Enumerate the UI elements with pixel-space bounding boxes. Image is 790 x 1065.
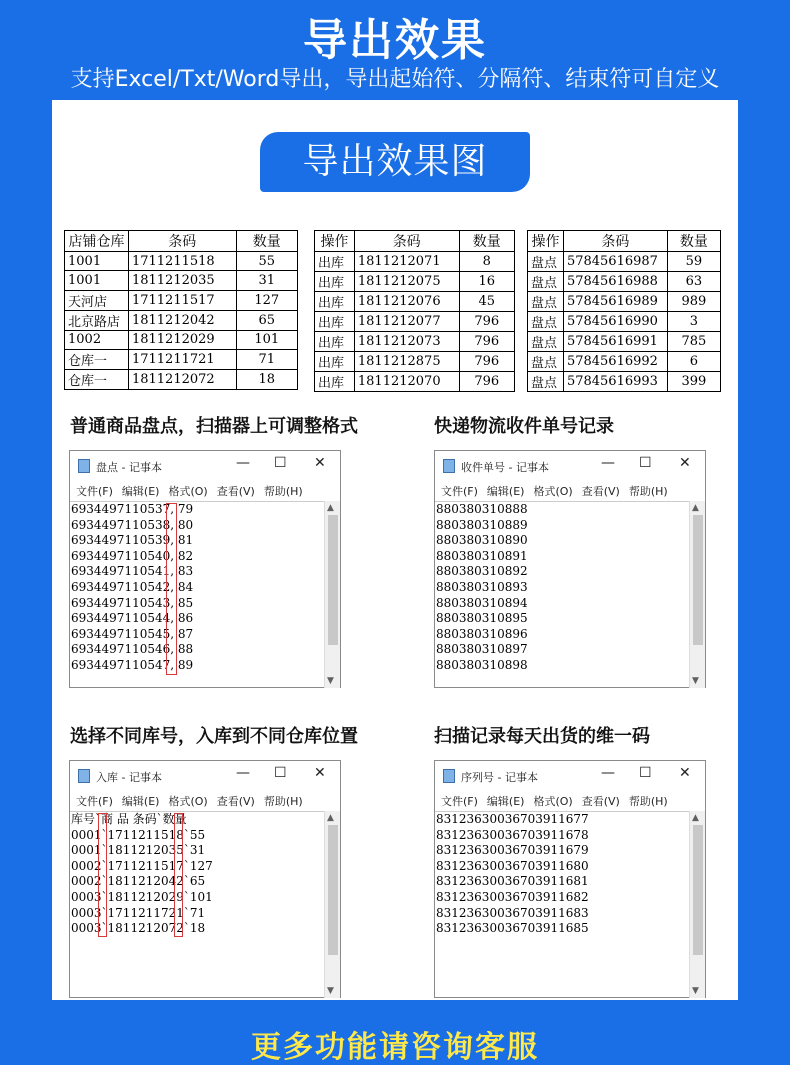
table-cell: 1711211721 xyxy=(128,350,236,370)
table-row xyxy=(65,350,298,370)
text-line: 6934497110538, 80 xyxy=(71,517,194,532)
text-line: 83123630036703911678 xyxy=(436,827,589,842)
menu-item[interactable]: 查看(V) xyxy=(216,485,255,498)
menu-item[interactable]: 文件(F) xyxy=(441,485,478,498)
table-cell: 1711211517 xyxy=(128,290,236,310)
table-cell: 57845616993 xyxy=(563,372,667,392)
page-title: 导出效果 xyxy=(303,15,487,66)
table-cell: 31 xyxy=(236,271,297,290)
notepad-window-stocktake[interactable] xyxy=(69,450,341,688)
text-area[interactable] xyxy=(435,501,691,688)
notepad-icon xyxy=(78,769,90,783)
table-cell: 3 xyxy=(667,312,720,332)
table-cell: 16 xyxy=(459,272,515,292)
table-header-row xyxy=(528,231,721,252)
window-titlebar[interactable] xyxy=(70,451,340,481)
table-cell: 盘点 xyxy=(528,292,564,312)
table-cell: 1002 xyxy=(65,330,129,349)
table-cell: 盘点 xyxy=(528,332,564,352)
highlight-box xyxy=(166,503,177,675)
text-line: 0002`1711211517`127 xyxy=(71,858,213,873)
scroll-thumb[interactable] xyxy=(328,515,338,645)
table-header: 条码 xyxy=(354,231,459,252)
menu-item[interactable]: 编辑(E) xyxy=(121,485,160,498)
notepad-window-inbound[interactable] xyxy=(69,760,341,998)
caption-serial: 扫描记录每天出货的维一码 xyxy=(434,726,650,747)
table-cell: 北京路店 xyxy=(65,310,129,330)
table-cell: 18 xyxy=(236,370,297,390)
scroll-down-icon[interactable]: ▼ xyxy=(692,676,699,686)
minimize-button[interactable]: — xyxy=(236,455,250,471)
footer-contact: 更多功能请咨询客服 xyxy=(251,1030,539,1065)
table-cell: 天河店 xyxy=(65,290,129,310)
text-line: 6934497110541, 83 xyxy=(71,564,194,579)
table-cell: 盘点 xyxy=(528,372,564,392)
text-line: 83123630036703911679 xyxy=(436,843,589,858)
notepad-icon xyxy=(443,769,455,783)
table-cell: 8 xyxy=(459,252,515,272)
scroll-up-icon[interactable]: ▲ xyxy=(692,503,699,513)
menu-bar xyxy=(76,793,312,809)
text-line: 6934497110545, 87 xyxy=(71,626,194,641)
menu-bar xyxy=(441,483,677,499)
table-cell: 1001 xyxy=(65,271,129,290)
menu-item[interactable]: 编辑(E) xyxy=(486,485,525,498)
table-cell: 盘点 xyxy=(528,252,564,272)
text-line: 8312363003670391167​7 xyxy=(436,812,589,826)
window-titlebar[interactable] xyxy=(435,451,705,481)
vertical-scrollbar[interactable] xyxy=(689,501,705,688)
window-title: 入库 - 记事本 xyxy=(96,771,162,784)
export-table-outbound xyxy=(314,230,515,392)
text-line: 0002`1811212042`65 xyxy=(71,874,206,889)
scroll-up-icon[interactable]: ▲ xyxy=(692,813,699,823)
table-row xyxy=(528,252,721,272)
menu-item[interactable]: 帮助(H) xyxy=(628,795,668,808)
maximize-button[interactable]: ☐ xyxy=(274,765,287,781)
text-line: 880380310889 xyxy=(436,517,528,532)
menu-bar xyxy=(76,483,312,499)
menu-item[interactable]: 帮助(H) xyxy=(628,485,668,498)
table-row xyxy=(315,332,515,352)
text-line: 83123630036703911680 xyxy=(436,858,589,873)
text-line: 库号`商 品 条码`数量 xyxy=(71,812,187,826)
table-cell: 59 xyxy=(667,252,720,272)
section-title: 导出效果图 xyxy=(260,132,530,192)
table-cell: 796 xyxy=(459,312,515,332)
text-area[interactable] xyxy=(435,811,691,998)
minimize-button[interactable]: — xyxy=(601,455,615,471)
text-line: 6934497110539, 81 xyxy=(71,533,194,548)
text-line: 83123630036703911682 xyxy=(436,889,589,904)
scroll-up-icon[interactable]: ▲ xyxy=(327,813,334,823)
content-panel xyxy=(52,100,738,1000)
text-line: 880380310897 xyxy=(436,642,528,657)
table-row xyxy=(315,312,515,332)
vertical-scrollbar[interactable] xyxy=(324,501,340,688)
text-line: 880380310894 xyxy=(436,595,528,610)
scroll-thumb[interactable] xyxy=(693,825,703,955)
table-cell: 796 xyxy=(459,332,515,352)
table-row xyxy=(528,312,721,332)
table-cell: 1811212071 xyxy=(354,252,459,272)
menu-item[interactable]: 格式(O) xyxy=(533,485,573,498)
table-row xyxy=(315,352,515,372)
table-cell: 101 xyxy=(236,330,297,349)
menu-item[interactable]: 格式(O) xyxy=(168,795,208,808)
close-button[interactable]: ✕ xyxy=(314,455,326,471)
vertical-scrollbar[interactable] xyxy=(689,811,705,998)
table-cell: 45 xyxy=(459,292,515,312)
text-line: 880380310895 xyxy=(436,611,528,626)
text-line: 0003`1711211721`71 xyxy=(71,905,206,920)
table-header: 条码 xyxy=(128,231,236,252)
table-row xyxy=(528,292,721,312)
export-table-stocktake xyxy=(527,230,721,392)
table-cell: 仓库一 xyxy=(65,350,129,370)
table-cell: 1711211518 xyxy=(128,252,236,271)
table-cell: 55 xyxy=(236,252,297,271)
minimize-button[interactable]: — xyxy=(236,765,250,781)
maximize-button[interactable]: ☐ xyxy=(274,455,287,471)
text-line: 880380310891 xyxy=(436,548,528,563)
menu-bar xyxy=(441,793,677,809)
maximize-button[interactable]: ☐ xyxy=(639,765,652,781)
menu-item[interactable]: 查看(V) xyxy=(581,795,620,808)
table-header: 数量 xyxy=(667,231,720,252)
menu-item[interactable]: 查看(V) xyxy=(581,485,620,498)
notepad-window-serial[interactable] xyxy=(434,760,706,998)
table-row xyxy=(528,332,721,352)
text-area[interactable] xyxy=(70,811,326,998)
table-cell: 785 xyxy=(667,332,720,352)
table-row xyxy=(65,370,298,390)
table-cell: 796 xyxy=(459,372,515,392)
menu-item[interactable]: 文件(F) xyxy=(76,485,113,498)
scroll-down-icon[interactable]: ▼ xyxy=(692,986,699,996)
table-cell: 1811212875 xyxy=(354,352,459,372)
text-line: 0001`1711211518`55 xyxy=(71,827,206,842)
notepad-icon xyxy=(78,459,90,473)
text-line: 6934497110537, 79 xyxy=(71,502,194,516)
table-cell: 57845616987 xyxy=(563,252,667,272)
table-cell: 65 xyxy=(236,310,297,330)
table-row xyxy=(65,252,298,271)
text-line: 83123630036703911681 xyxy=(436,874,589,889)
caption-express: 快递物流收件单号记录 xyxy=(434,416,614,437)
notepad-icon xyxy=(443,459,455,473)
table-cell: 1811212076 xyxy=(354,292,459,312)
export-table-store xyxy=(64,230,298,390)
table-cell: 出库 xyxy=(315,252,355,272)
text-line: 6934497110540, 82 xyxy=(71,548,194,563)
text-line: 6934497110547, 89 xyxy=(71,657,194,672)
menu-item[interactable]: 编辑(E) xyxy=(121,795,160,808)
close-button[interactable]: ✕ xyxy=(314,765,326,781)
text-line: 6934497110546, 88 xyxy=(71,642,194,657)
table-cell: 127 xyxy=(236,290,297,310)
table-row xyxy=(315,252,515,272)
table-header: 数量 xyxy=(459,231,515,252)
table-row xyxy=(528,272,721,292)
menu-item[interactable]: 文件(F) xyxy=(441,795,478,808)
table-cell: 1811212070 xyxy=(354,372,459,392)
window-title: 序列号 - 记事本 xyxy=(461,771,538,784)
scroll-down-icon[interactable]: ▼ xyxy=(327,676,334,686)
scroll-thumb[interactable] xyxy=(328,825,338,955)
table-cell: 盘点 xyxy=(528,312,564,332)
text-line: 880380310890 xyxy=(436,533,528,548)
table-cell: 71 xyxy=(236,350,297,370)
table-header-row xyxy=(315,231,515,252)
text-line: 880380310893 xyxy=(436,579,528,594)
table-cell: 6 xyxy=(667,352,720,372)
table-header-row xyxy=(65,231,298,252)
table-cell: 399 xyxy=(667,372,720,392)
table-row xyxy=(65,271,298,290)
table-cell: 1811212075 xyxy=(354,272,459,292)
table-cell: 1811212073 xyxy=(354,332,459,352)
minimize-button[interactable]: — xyxy=(601,765,615,781)
table-cell: 57845616991 xyxy=(563,332,667,352)
table-cell: 出库 xyxy=(315,272,355,292)
text-line: 0001`1811212035`31 xyxy=(71,843,206,858)
menu-item[interactable]: 文件(F) xyxy=(76,795,113,808)
window-title: 收件单号 - 记事本 xyxy=(461,461,549,474)
text-line: 880380310898 xyxy=(436,657,528,672)
table-cell: 1811212035 xyxy=(128,271,236,290)
text-line: 0003`1811212072`18 xyxy=(71,921,206,936)
menu-item[interactable]: 帮助(H) xyxy=(263,795,303,808)
menu-item[interactable]: 查看(V) xyxy=(216,795,255,808)
window-titlebar[interactable] xyxy=(435,761,705,791)
table-header: 操作 xyxy=(315,231,355,252)
highlight-box xyxy=(98,813,107,937)
table-cell: 出库 xyxy=(315,352,355,372)
notepad-window-express[interactable] xyxy=(434,450,706,688)
table-cell: 盘点 xyxy=(528,352,564,372)
text-line: 6934497110543, 85 xyxy=(71,595,194,610)
scroll-up-icon[interactable]: ▲ xyxy=(327,503,334,513)
close-button[interactable]: ✕ xyxy=(679,455,691,471)
text-line: 83123630036703911683 xyxy=(436,905,589,920)
table-cell: 57845616992 xyxy=(563,352,667,372)
table-header: 数量 xyxy=(236,231,297,252)
table-header: 条码 xyxy=(563,231,667,252)
table-row xyxy=(315,292,515,312)
table-cell: 796 xyxy=(459,352,515,372)
table-row xyxy=(315,272,515,292)
table-header: 店铺仓库 xyxy=(65,231,129,252)
table-cell: 仓库一 xyxy=(65,370,129,390)
close-button[interactable]: ✕ xyxy=(679,765,691,781)
highlight-box xyxy=(174,813,183,937)
caption-inbound: 选择不同库号，入库到不同仓库位置 xyxy=(70,726,358,747)
table-row xyxy=(315,372,515,392)
text-line: 0003`1811212029`101 xyxy=(71,889,213,904)
text-line: 6934497110544, 86 xyxy=(71,611,194,626)
table-cell: 57845616989 xyxy=(563,292,667,312)
table-row xyxy=(65,290,298,310)
vertical-scrollbar[interactable] xyxy=(324,811,340,998)
menu-item[interactable]: 编辑(E) xyxy=(486,795,525,808)
table-cell: 57845616990 xyxy=(563,312,667,332)
table-cell: 1811212072 xyxy=(128,370,236,390)
table-header: 操作 xyxy=(528,231,564,252)
table-cell: 1001 xyxy=(65,252,129,271)
text-line: 880380310892 xyxy=(436,564,528,579)
caption-stocktake: 普通商品盘点，扫描器上可调整格式 xyxy=(70,416,358,437)
menu-item[interactable]: 格式(O) xyxy=(533,795,573,808)
table-cell: 出库 xyxy=(315,312,355,332)
table-cell: 57845616988 xyxy=(563,272,667,292)
table-cell: 出库 xyxy=(315,332,355,352)
maximize-button[interactable]: ☐ xyxy=(639,455,652,471)
table-row xyxy=(65,310,298,330)
window-title: 盘点 - 记事本 xyxy=(96,461,162,474)
menu-item[interactable]: 格式(O) xyxy=(168,485,208,498)
scroll-thumb[interactable] xyxy=(693,515,703,645)
table-cell: 出库 xyxy=(315,372,355,392)
scroll-down-icon[interactable]: ▼ xyxy=(327,986,334,996)
table-row xyxy=(65,330,298,349)
table-cell: 1811212077 xyxy=(354,312,459,332)
table-cell: 出库 xyxy=(315,292,355,312)
page-subtitle: 支持Excel/Txt/Word导出，导出起始符、分隔符、结束符可自定义 xyxy=(70,67,720,92)
table-cell: 1811212029 xyxy=(128,330,236,349)
text-line: 880380310888 xyxy=(436,502,528,516)
text-area[interactable] xyxy=(70,501,326,688)
table-cell: 盘点 xyxy=(528,272,564,292)
text-line: 83123630036703911685 xyxy=(436,921,589,936)
table-cell: 63 xyxy=(667,272,720,292)
text-line: 880380310896 xyxy=(436,626,528,641)
table-row xyxy=(528,372,721,392)
window-titlebar[interactable] xyxy=(70,761,340,791)
table-cell: 989 xyxy=(667,292,720,312)
menu-item[interactable]: 帮助(H) xyxy=(263,485,303,498)
table-row xyxy=(528,352,721,372)
text-line: 6934497110542, 84 xyxy=(71,579,194,594)
table-cell: 1811212042 xyxy=(128,310,236,330)
